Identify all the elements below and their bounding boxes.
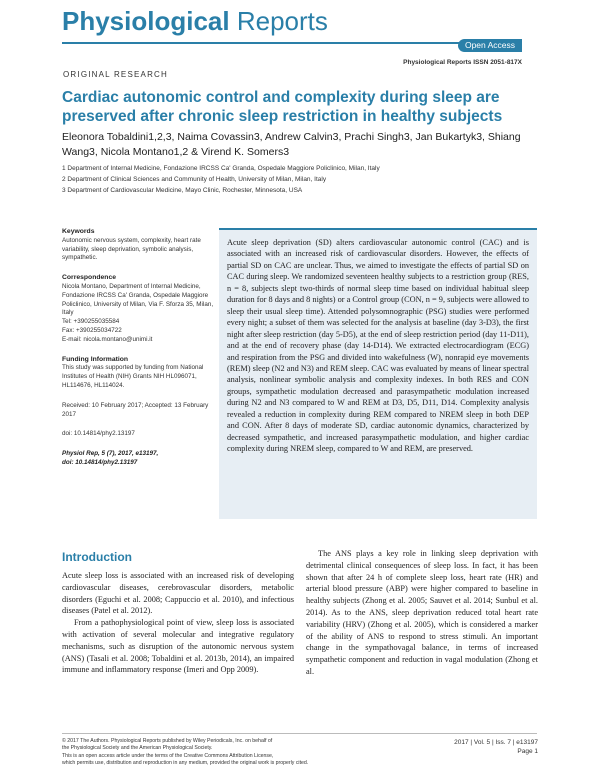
journal-title [62,6,328,37]
issn-line: Physiological Reports ISSN 2051-817X [403,59,522,66]
received-accepted-dates: Received: 10 February 2017; Accepted: 13 February 2017 [62,401,209,418]
copyright-line-2: the Physiological Society and the American Physiological Society. [62,745,213,752]
correspondence-heading: Correspondence [62,274,117,282]
doi-line[interactable]: doi: 10.14814/phy2.13197 [62,430,135,438]
intro-paragraph-3: The ANS plays a key role in linking sleep deprivation with detrimental clinical consequences of sleep loss. In fact, it has been shown that after 24 h of complete sleep loss, heart rate (HR) and arterial blood pressure (ABP) were higher compared to baseline in healthy subjects (Zhong et al. 2005; Sauvet et al. 2014; Sunbul et al. 2014). As to the ANS, sleep deprivation reduced total heart rate variability (HRV) (Zhong et al. 2005), which is considered a marker of the ability of ANS to respond to stress stimuli. An important change in the sympathovagal balance, in terms of increased sympathetic component and reduction in vagal modulation (Zhong et al. [306,549,538,676]
journal-title-rest: Reports [229,6,328,36]
abstract-box [219,228,537,519]
keywords-text: Autonomic nervous system, complexity, heart rate variability, sleep deprivation, symbolic analysis, sympathetic. [62,236,201,262]
copyright-line-1: © 2017 The Authors. Physiological Reports published by Wiley Periodicals, Inc. on behalf of [62,738,273,744]
open-access-badge: Open Access [458,39,522,52]
introduction-heading: Introduction [62,550,132,564]
abstract-text: Acute sleep deprivation (SD) alters cardiovascular autonomic control (CAC) and is associated with an increased risk of cardiovascular disorders. However, the effects of partial SD on CAC are unclear. Thus, we aimed to investigate the effects of partial SD on CAC during sleep. We randomized seventeen healthy subjects to a restriction group (RES, n = 8, subjects slept two-thirds of normal sleep time based on individual habitual sleep duration for 8 days and 8 nights) or a Control group (CON, n = 9, subjects were allowed to sleep their usual sleep time). Attended polysomnographic (PSG) studies were performed every night; a subset of them was selected for the analysis at baseline (day 3-D3), the first night after sleep restriction (day 5-D5), at the end of sleep restriction period (day 11-D11), and at the end of recovery phase (day 14-D14). We extracted electrocardiogram (ECG) and respiration from the PSG and divided into wakefulness (W), nonrapid eye movements (REM) sleep (N2 and N3) and REM sleep. CAC was evaluated by means of linear spectral analysis, nonlinear symbolic analysis and complexity indexes. In both RES and CON groups, sympathetic modulation decreased and parasympathetic modulation increased during N2 and N3 compared to W and REM at D3, D5, D11, D14. Complexity analysis revealed a reduction in complexity during REM compared to NREM sleep in both DEP and CON. After 8 days of moderate SD, cardiac autonomic dynamics, characterized by decreased sympathetic, and increased parasympathetic modulation, and higher cardiac complexity during NREM sleep, compared to W and REM, are preserved. [227,238,529,454]
copyright-notice [62,738,382,768]
funding-heading: Funding Information [62,355,129,363]
body-column-left [62,570,294,676]
affiliations [62,163,532,196]
affiliation-2: 2 Department of Clinical Sciences and Community of Health, University of Milan, Milan, Italy [62,176,327,183]
article-info-sidebar [62,228,217,473]
correspondence-fax: Fax: +390255034722 [62,326,122,334]
section-label: ORIGINAL RESEARCH [63,70,169,79]
correspondence-email[interactable]: E-mail: nicola.montano@unimi.it [62,335,153,343]
author-list: Eleonora Tobaldini1,2,3, Naima Covassin3, Andrew Calvin3, Prachi Singh3, Jan Bukartyk3, Shiang Wang3, Nicola Montano1,2 & Virend K. Somers3 [62,131,521,158]
license-line-2: which permits use, distribution and reproduction in any medium, provided the original work is properly cited. [62,760,309,767]
article-title: Cardiac autonomic control and complexity during sleep are preserved after chronic sleep restriction in healthy subjects [62,89,503,125]
funding-text: This study was supported by funding from National Institutes of Health (NIH) Grants NIH HL096071, HL114676, HL114024. [62,364,204,389]
license-line-1: This is an open access article under the terms of the Creative Commons Attribution License, [62,752,274,759]
correspondence-tel: Tel: +390255035584 [62,318,120,326]
journal-title-bold: Physiological [62,6,230,36]
intro-paragraph-2: From a pathophysiological point of view, sleep loss is associated with activation of several molecular and integrative regulatory mechanisms, such as disruption of the autonomic nervous system (ANS) (Tasali et al. 2008; Tobaldini et al. 2013b, 2014), an impaired immune and inflammatory response (Imeri and Opp 2009). [62,618,294,675]
affiliation-3: 3 Department of Cardiovascular Medicine, Mayo Clinic, Rochester, Minnesota, USA [62,187,303,194]
issue-line: 2017 | Vol. 5 | Iss. 7 | e13197 [454,739,538,746]
intro-paragraph-1: Acute sleep loss is associated with an increased risk of developing cardiovascular diseases, cerebrovascular disorders, metabolic disorders (Eguchi et al. 2008; Cappuccio et al. 2010), and infectious diseases (Patel et al. 2012). [62,571,294,616]
citation-line-1: Physiol Rep, 5 (7), 2017, e13197, [62,450,159,458]
correspondence-address: Nicola Montano, Department of Internal Medicine, Fondazione IRCSS Ca' Granda, Ospedale Maggiore Policlinico, University of Milan, Via F. Sforza 35, Milan, Italy [62,282,214,317]
body-column-right [306,548,538,678]
header-rule [62,42,522,44]
keywords-heading: Keywords [62,228,95,235]
issue-info [454,738,538,756]
affiliation-1: 1 Department of Internal Medicine, Fondazione IRCSS Ca' Granda, Ospedale Maggiore Policlinico, Milan, Italy [62,165,380,172]
citation-line-2: doi: 10.14814/phy2.13197 [62,458,138,466]
footer-rule [62,733,537,734]
page-number: Page 1 [517,748,538,755]
